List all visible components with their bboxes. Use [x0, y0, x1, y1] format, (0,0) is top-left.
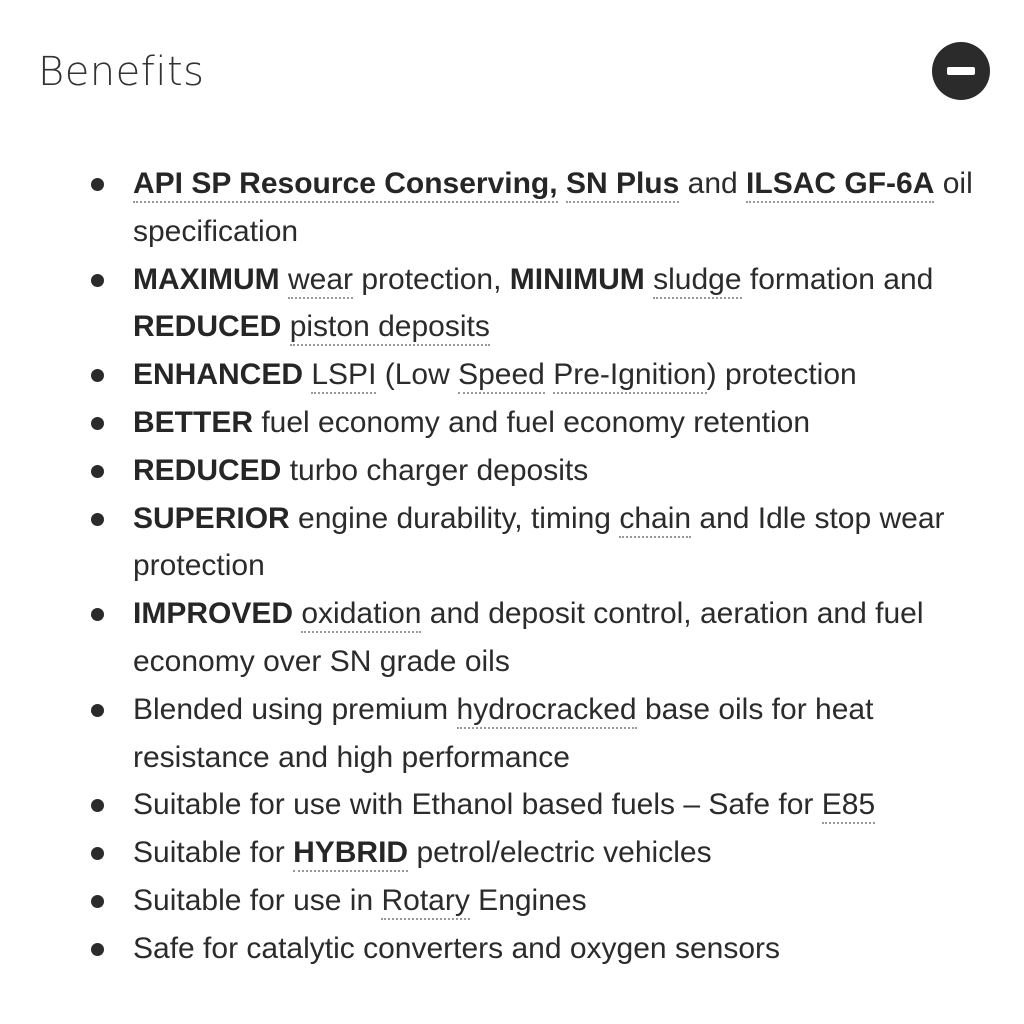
glossary-term-link[interactable]: E85 — [822, 788, 875, 824]
glossary-term-link[interactable]: API SP Resource Conserving, — [133, 167, 558, 203]
benefit-text: turbo charger deposits — [281, 453, 589, 487]
bullet-icon — [91, 417, 104, 430]
bullet-icon — [91, 608, 104, 621]
benefit-text: ) protection — [706, 358, 857, 392]
benefits-list — [88, 160, 988, 973]
benefit-text: protection, — [353, 262, 510, 296]
benefit-text: (Low — [376, 358, 459, 392]
benefit-emphasis: BETTER — [133, 405, 253, 439]
bullet-icon — [91, 369, 104, 382]
glossary-term-link[interactable]: Pre-Ignition — [553, 358, 706, 394]
benefit-text — [280, 263, 288, 296]
bullet-icon — [91, 513, 104, 526]
glossary-term-link[interactable]: LSPI — [311, 358, 376, 394]
benefit-emphasis: REDUCED — [133, 453, 282, 487]
glossary-term-link[interactable]: Speed — [458, 358, 545, 394]
benefit-item — [88, 160, 988, 256]
benefit-item — [88, 399, 988, 447]
benefit-emphasis: ENHANCED — [133, 358, 304, 392]
benefit-text: formation and — [741, 262, 934, 296]
benefit-text: and deposit control, aeration and fuel economy over SN grade oils — [133, 597, 924, 678]
bullet-icon — [91, 274, 104, 287]
glossary-term-link[interactable]: chain — [619, 502, 691, 538]
minus-circle-icon — [947, 67, 975, 75]
benefit-emphasis: MAXIMUM — [133, 262, 280, 296]
bullet-icon — [91, 847, 104, 860]
benefit-text — [281, 310, 289, 343]
benefit-item — [88, 447, 988, 495]
benefit-text — [645, 263, 653, 296]
bullet-icon — [91, 943, 104, 956]
benefit-text: Suitable for — [133, 836, 294, 870]
bullet-icon — [91, 178, 104, 191]
benefit-text: Suitable for use in — [133, 883, 382, 917]
benefit-emphasis: MINIMUM — [509, 262, 645, 296]
benefit-text — [558, 167, 566, 200]
benefit-item — [88, 351, 988, 399]
benefit-text: Safe for catalytic converters and oxygen sensors — [133, 931, 780, 965]
glossary-term-link[interactable]: hydrocracked — [457, 693, 637, 729]
section-title: Benefits — [38, 49, 205, 95]
benefit-text: oil specification — [133, 167, 973, 248]
benefit-item — [88, 495, 988, 591]
benefit-text: engine durability, timing — [289, 501, 620, 535]
benefit-emphasis: REDUCED — [133, 310, 282, 344]
glossary-term-link[interactable]: sludge — [653, 263, 741, 299]
benefit-emphasis: SUPERIOR — [133, 501, 290, 535]
glossary-term-link[interactable]: HYBRID — [293, 836, 408, 872]
benefits-header — [38, 40, 990, 104]
benefit-item — [88, 829, 988, 877]
benefit-item — [88, 590, 988, 686]
benefit-text: petrol/electric vehicles — [408, 836, 712, 870]
benefit-item — [88, 925, 988, 973]
glossary-term-link[interactable]: wear — [288, 263, 353, 299]
benefit-text — [545, 358, 553, 391]
bullet-icon — [91, 465, 104, 478]
glossary-term-link[interactable]: piston deposits — [290, 310, 490, 346]
glossary-term-link[interactable]: Rotary — [381, 884, 469, 920]
collapse-button[interactable] — [932, 42, 990, 100]
benefit-item — [88, 256, 988, 352]
benefit-item — [88, 877, 988, 925]
glossary-term-link[interactable]: ILSAC GF-6A — [746, 167, 934, 203]
glossary-term-link[interactable]: SN Plus — [566, 167, 679, 203]
glossary-term-link[interactable]: oxidation — [301, 597, 421, 633]
benefit-item — [88, 781, 988, 829]
benefit-text: fuel economy and fuel economy retention — [253, 405, 811, 439]
benefit-emphasis: IMPROVED — [133, 597, 294, 631]
benefit-text: base oils for heat resistance and high performance — [133, 692, 874, 774]
bullet-icon — [91, 799, 104, 812]
benefit-text: Blended using premium — [133, 692, 457, 726]
benefit-text: Suitable for use with Ethanol based fuels – Safe for — [133, 788, 822, 822]
benefit-text: and Idle stop wear protection — [133, 501, 945, 583]
benefit-text: and — [679, 167, 747, 200]
bullet-icon — [91, 704, 104, 717]
bullet-icon — [91, 895, 104, 908]
benefit-item — [88, 686, 988, 782]
benefit-text: Engines — [469, 883, 587, 917]
